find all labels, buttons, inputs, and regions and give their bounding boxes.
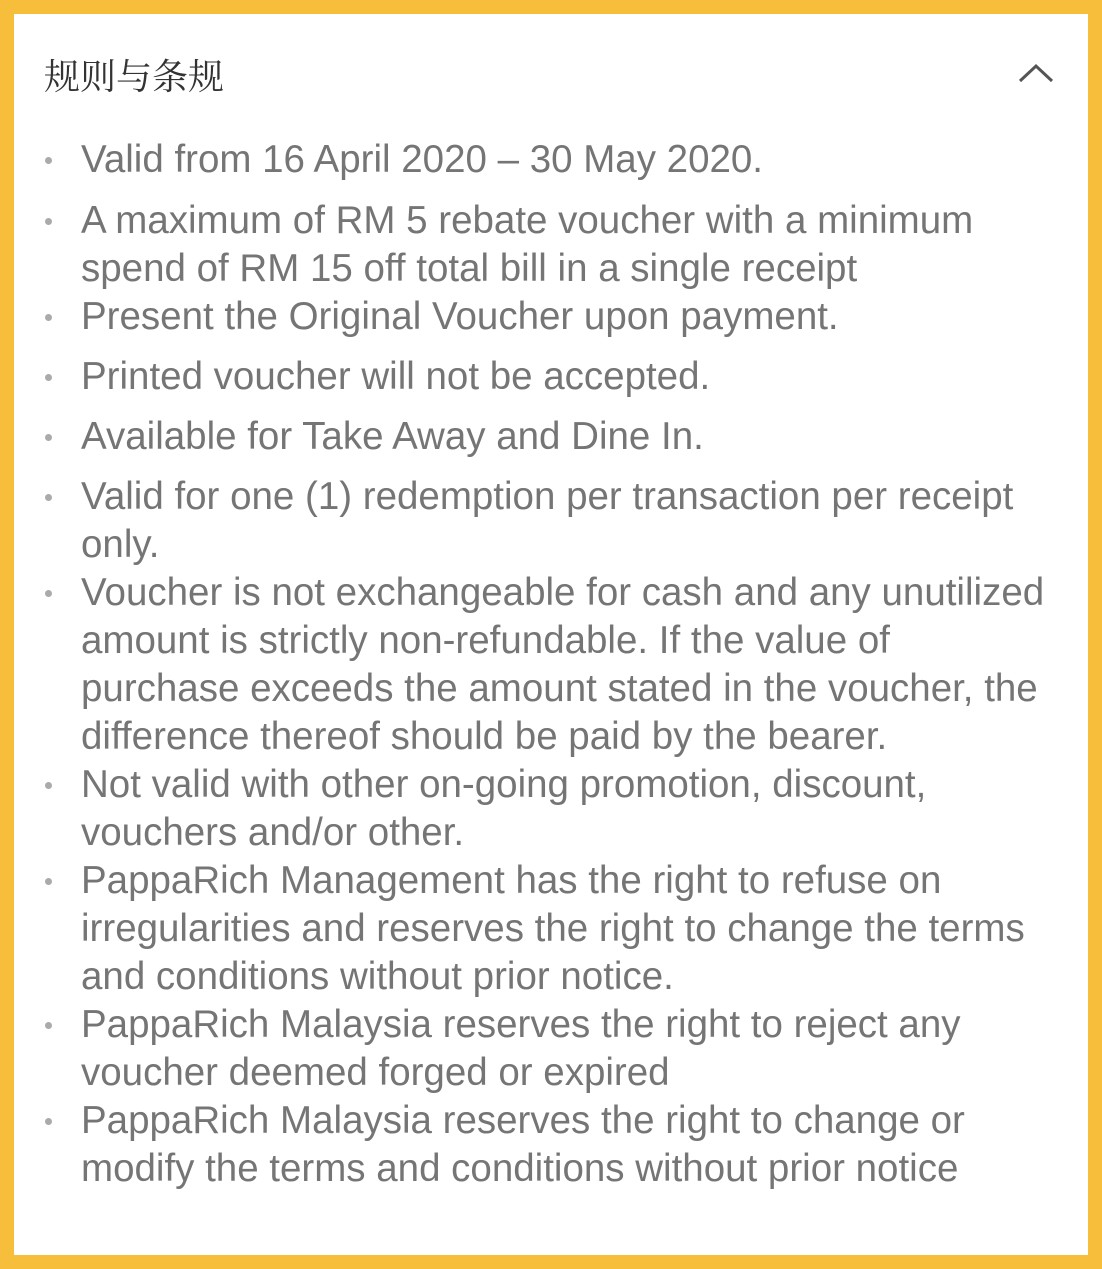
bullet-icon: [45, 1022, 52, 1029]
list-item: [14, 1097, 1088, 1193]
list-item: [14, 473, 1088, 569]
bullet-icon: [45, 157, 52, 164]
terms-list: [14, 136, 1088, 1193]
term-text: A maximum of RM 5 rebate voucher with a minimum spend of RM 15 off total bill in a single receipt: [81, 199, 974, 290]
term-text: Available for Take Away and Dine In.: [81, 415, 704, 458]
list-item: [14, 569, 1088, 761]
terms-panel: [14, 14, 1088, 1255]
term-text: Present the Original Voucher upon payment.: [81, 295, 839, 338]
list-item: [14, 197, 1088, 293]
list-item: [14, 136, 1088, 184]
section-header[interactable]: [14, 14, 1088, 124]
bullet-icon: [45, 782, 52, 789]
bullet-icon: [45, 1118, 52, 1125]
term-text: Not valid with other on-going promotion, discount, vouchers and/or other.: [81, 763, 927, 854]
term-text: PappaRich Management has the right to refuse on irregularities and reserves the right to change the terms and conditions without prior notice.: [81, 859, 1025, 998]
bullet-icon: [45, 590, 52, 597]
list-item: [14, 413, 1088, 461]
list-item: [14, 1001, 1088, 1097]
list-item: [14, 353, 1088, 401]
bullet-icon: [45, 314, 52, 321]
term-text: Valid from 16 April 2020 – 30 May 2020.: [81, 138, 764, 181]
chevron-up-icon[interactable]: [1016, 54, 1056, 94]
list-item: [14, 857, 1088, 1001]
section-title: 规则与条规: [44, 57, 225, 98]
term-text: Valid for one (1) redemption per transaction per receipt only.: [81, 475, 1014, 566]
list-item: [14, 293, 1088, 341]
term-text: Printed voucher will not be accepted.: [81, 355, 711, 398]
bullet-icon: [45, 218, 52, 225]
bullet-icon: [45, 374, 52, 381]
list-item: [14, 761, 1088, 857]
bullet-icon: [45, 434, 52, 441]
term-text: PappaRich Malaysia reserves the right to reject any voucher deemed forged or expired: [81, 1003, 961, 1094]
term-text: Voucher is not exchangeable for cash and any unutilized amount is strictly non-refundable. If the value of purchase exceeds the amount stated in the voucher, the difference thereof should be paid by the bearer.: [81, 571, 1045, 758]
bullet-icon: [45, 878, 52, 885]
bullet-icon: [45, 494, 52, 501]
term-text: PappaRich Malaysia reserves the right to change or modify the terms and conditions without prior notice: [81, 1099, 965, 1190]
